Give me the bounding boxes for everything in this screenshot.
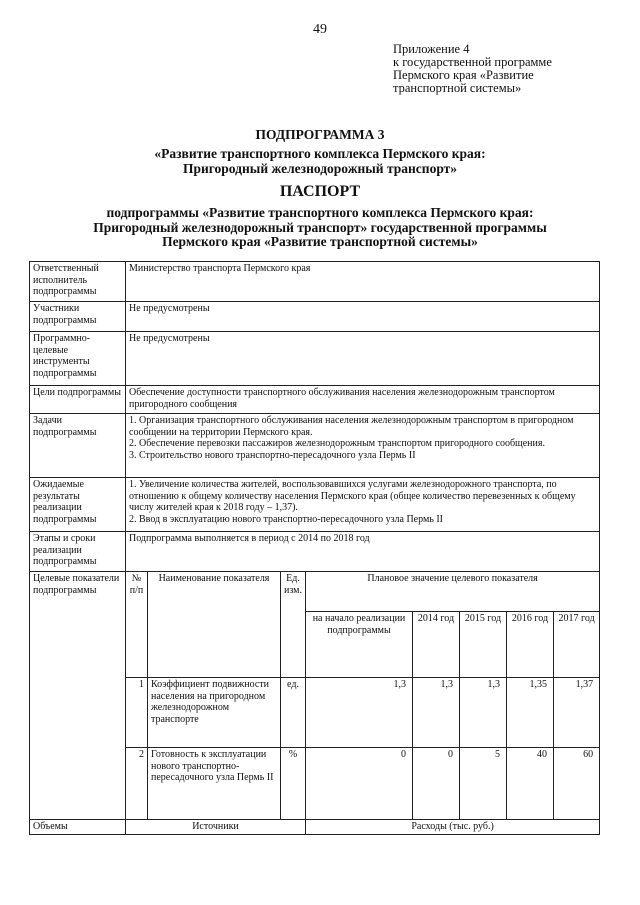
target-value: 0 (413, 748, 460, 820)
appendix-line: Пермского края «Развитие (393, 68, 534, 82)
col-year-header: 2016 год (507, 612, 554, 678)
funding-sources-header: Источники (126, 820, 306, 835)
col-year-header: 2017 год (554, 612, 600, 678)
page-number: 49 (313, 22, 327, 37)
targets-header-row (30, 572, 600, 612)
col-start-header: на начало реализации подпрограммы (306, 612, 413, 678)
targets-label: Целевые показатели подпрограммы (30, 572, 126, 820)
col-plan-header: Плановое значение целевого показателя (306, 572, 600, 612)
funding-label: Объемы (30, 820, 126, 835)
row-value: Министерство транспорта Пермского края (126, 262, 600, 302)
table-row (30, 332, 600, 386)
target-value: 60 (554, 748, 600, 820)
subprogram-name-line: «Развитие транспортного комплекса Пермского края: (154, 146, 486, 161)
target-start: 0 (306, 748, 413, 820)
subprogram-title: ПОДПРОГРАММА 3 (255, 127, 385, 142)
row-label: Этапы и сроки реализации подпрограммы (30, 532, 126, 572)
target-num: 1 (126, 678, 148, 748)
table-row (30, 386, 600, 414)
col-year-header: 2014 год (413, 612, 460, 678)
row-value (126, 414, 600, 478)
target-value: 40 (507, 748, 554, 820)
target-value: 1,3 (413, 678, 460, 748)
table-row (30, 532, 600, 572)
appendix-note (393, 43, 633, 95)
row-value: Не предусмотрены (126, 302, 600, 332)
col-year-header: 2015 год (460, 612, 507, 678)
task-line: 3. Строительство нового транспортно-пересадочного узла Пермь II (129, 449, 416, 461)
target-unit: ед. (281, 678, 306, 748)
target-value: 1,35 (507, 678, 554, 748)
appendix-line: транспортной системы» (393, 81, 522, 95)
table-row (30, 262, 600, 302)
passport-subtitle-line: Пригородный железнодорожный транспорт» государственной программы (93, 219, 547, 235)
table-row (30, 302, 600, 332)
target-name: Коэффициент подвижности населения на пригородном железнодорожном транспорте (148, 678, 281, 748)
table-row (30, 478, 600, 532)
passport-table (29, 261, 600, 835)
appendix-line: Приложение 4 (393, 42, 470, 56)
col-unit-header: Ед. изм. (281, 572, 306, 678)
row-label: Задачи подпрограммы (30, 414, 126, 478)
row-value: Подпрограмма выполняется в период с 2014 по 2018 год (126, 532, 600, 572)
target-num: 2 (126, 748, 148, 820)
target-value: 5 (460, 748, 507, 820)
row-label: Участники подпрограммы (30, 302, 126, 332)
subprogram-name-line: Пригородный железнодорожный транспорт» (182, 161, 458, 176)
table-row (30, 414, 600, 478)
task-line: 1. Организация транспортного обслуживания населения железнодорожным транспортом в пригородном сообщении на территории Пермского края. (129, 415, 574, 438)
result-line: 2. Ввод в эксплуатацию нового транспортно-пересадочного узла Пермь II (129, 513, 444, 525)
passport-subtitle-line: Пермского края «Развитие транспортной системы» (162, 234, 478, 249)
target-value: 1,37 (554, 678, 600, 748)
row-value: Обеспечение доступности транспортного обслуживания населения железнодорожным транспортом пригородного сообщения (126, 386, 600, 414)
row-value: Не предусмотрены (126, 332, 600, 386)
col-name-header: Наименование показателя (148, 572, 281, 678)
row-value (126, 478, 600, 532)
appendix-line: к государственной программе (393, 55, 552, 69)
funding-row (30, 820, 600, 835)
target-unit: % (281, 748, 306, 820)
task-line: 2. Обеспечение перевозки пассажиров железнодорожным транспортом пригородного сообщения. (129, 438, 545, 450)
passport-subtitle-line: подпрограммы «Развитие транспортного комплекса Пермского края: (106, 205, 534, 220)
target-start: 1,3 (306, 678, 413, 748)
row-label: Ожидаемые результаты реализации подпрограммы (30, 478, 126, 532)
passport-subtitle (0, 206, 640, 250)
row-label: Ответственный исполнитель подпрограммы (30, 262, 126, 302)
row-label: Цели подпрограммы (30, 386, 126, 414)
result-line: 1. Увеличение количества жителей, воспользовавшихся услугами железнодорожного транспорта, по отношению к общему количеству населения Пермского края (общее количество перевезенных к общему числу жителей края к 2018 году – 1,37). (129, 479, 576, 514)
target-name: Готовность к эксплуатации нового транспортно-пересадочного узла Пермь II (148, 748, 281, 820)
row-label: Программно-целевые инструменты подпрограммы (30, 332, 126, 386)
funding-expenses-header: Расходы (тыс. руб.) (306, 820, 600, 835)
col-num-header: № п/п (126, 572, 148, 678)
passport-title: ПАСПОРТ (279, 183, 361, 200)
subprogram-name (0, 146, 640, 176)
target-value: 1,3 (460, 678, 507, 748)
